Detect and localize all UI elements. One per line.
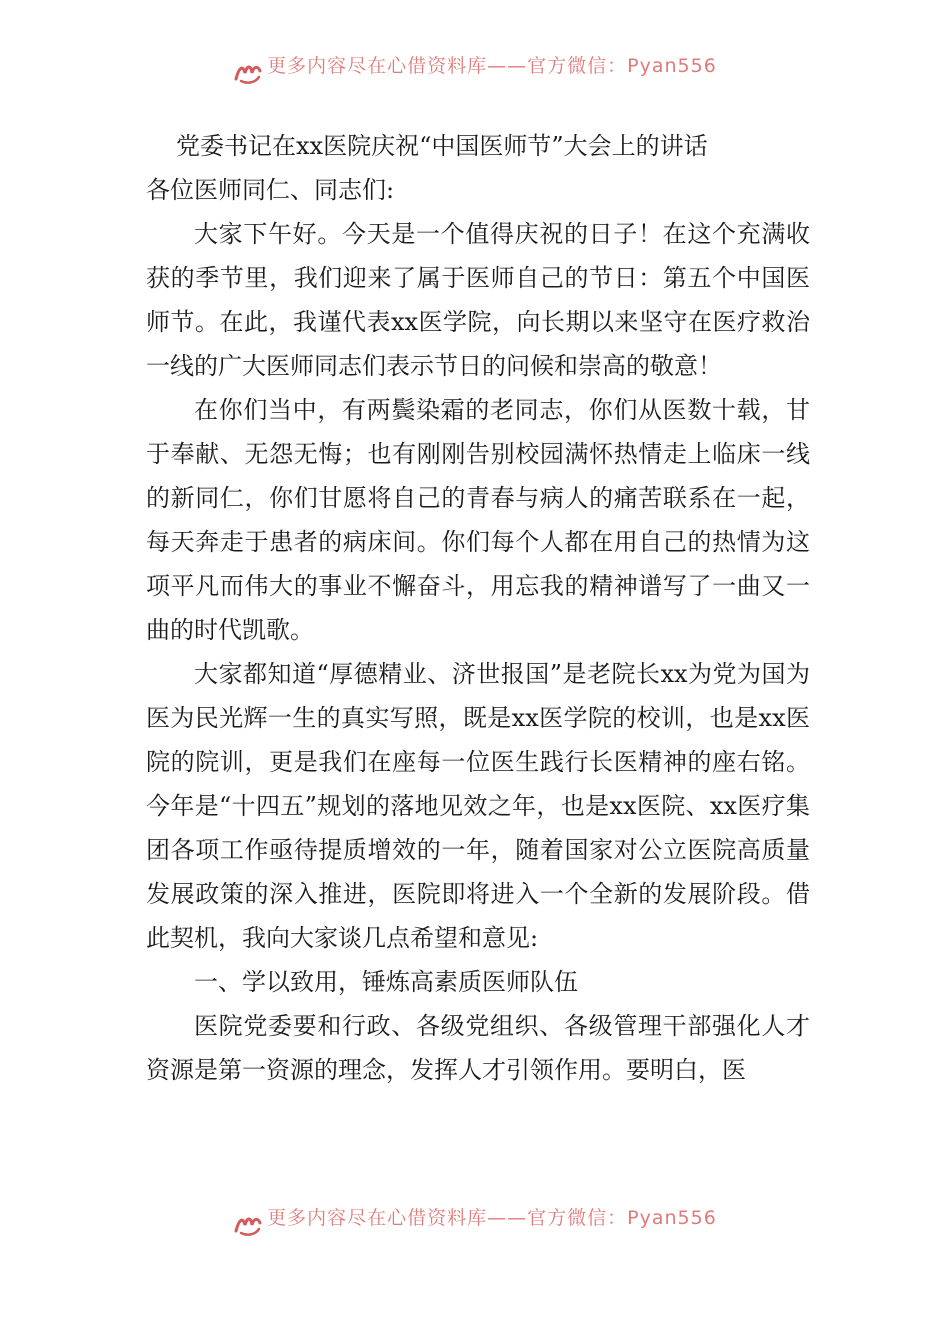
- paragraph: 大家下午好。今天是一个值得庆祝的日子！在这个充满收获的季节里，我们迎来了属于医师自己的节日：第五个中国医师节。在此，我谨代表xx医学院，向长期以来坚守在医疗救治一线的广大医师同志们表示节日的问候和崇高的敬意！: [146, 220, 810, 380]
- watermark-footer: [0, 1202, 950, 1242]
- watermark-header: [0, 50, 950, 90]
- document-body: [146, 124, 810, 1092]
- stylized-m-logo-icon: [233, 1211, 263, 1237]
- watermark-text: 更多内容尽在心借资料库——官方微信：Pyan556: [267, 54, 717, 77]
- document-title: 党委书记在xx医院庆祝“中国医师节”大会上的讲话: [176, 132, 708, 160]
- paragraph: 医院党委要和行政、各级党组织、各级管理干部强化人才资源是第一资源的理念，发挥人才引领作用。要明白，医: [146, 1012, 810, 1084]
- section-heading: 一、学以致用，锤炼高素质医师队伍: [194, 968, 578, 996]
- paragraph: 在你们当中，有两鬓染霜的老同志，你们从医数十载，甘于奉献、无怨无悔；也有刚刚告别校园满怀热情走上临床一线的新同仁，你们甘愿将自己的青春与病人的痛苦联系在一起，每天奔走于患者的病床间。你们每个人都在用自己的热情为这项平凡而伟大的事业不懈奋斗，用忘我的精神谱写了一曲又一曲的时代凯歌。: [146, 396, 810, 644]
- watermark-text: 更多内容尽在心借资料库——官方微信：Pyan556: [267, 1206, 717, 1229]
- greeting: 各位医师同仁、同志们:: [146, 176, 395, 204]
- paragraph: 大家都知道“厚德精业、济世报国”是老院长xx为党为国为医为民光辉一生的真实写照，既是xx医学院的校训，也是xx医院的院训，更是我们在座每一位医生践行长医精神的座右铭。今年是“十四五”规划的落地见效之年，也是xx医院、xx医疗集团各项工作亟待提质增效的一年，随着国家对公立医院高质量发展政策的深入推进，医院即将进入一个全新的发展阶段。借此契机，我向大家谈几点希望和意见:: [146, 660, 810, 952]
- stylized-m-logo-icon: [233, 59, 263, 85]
